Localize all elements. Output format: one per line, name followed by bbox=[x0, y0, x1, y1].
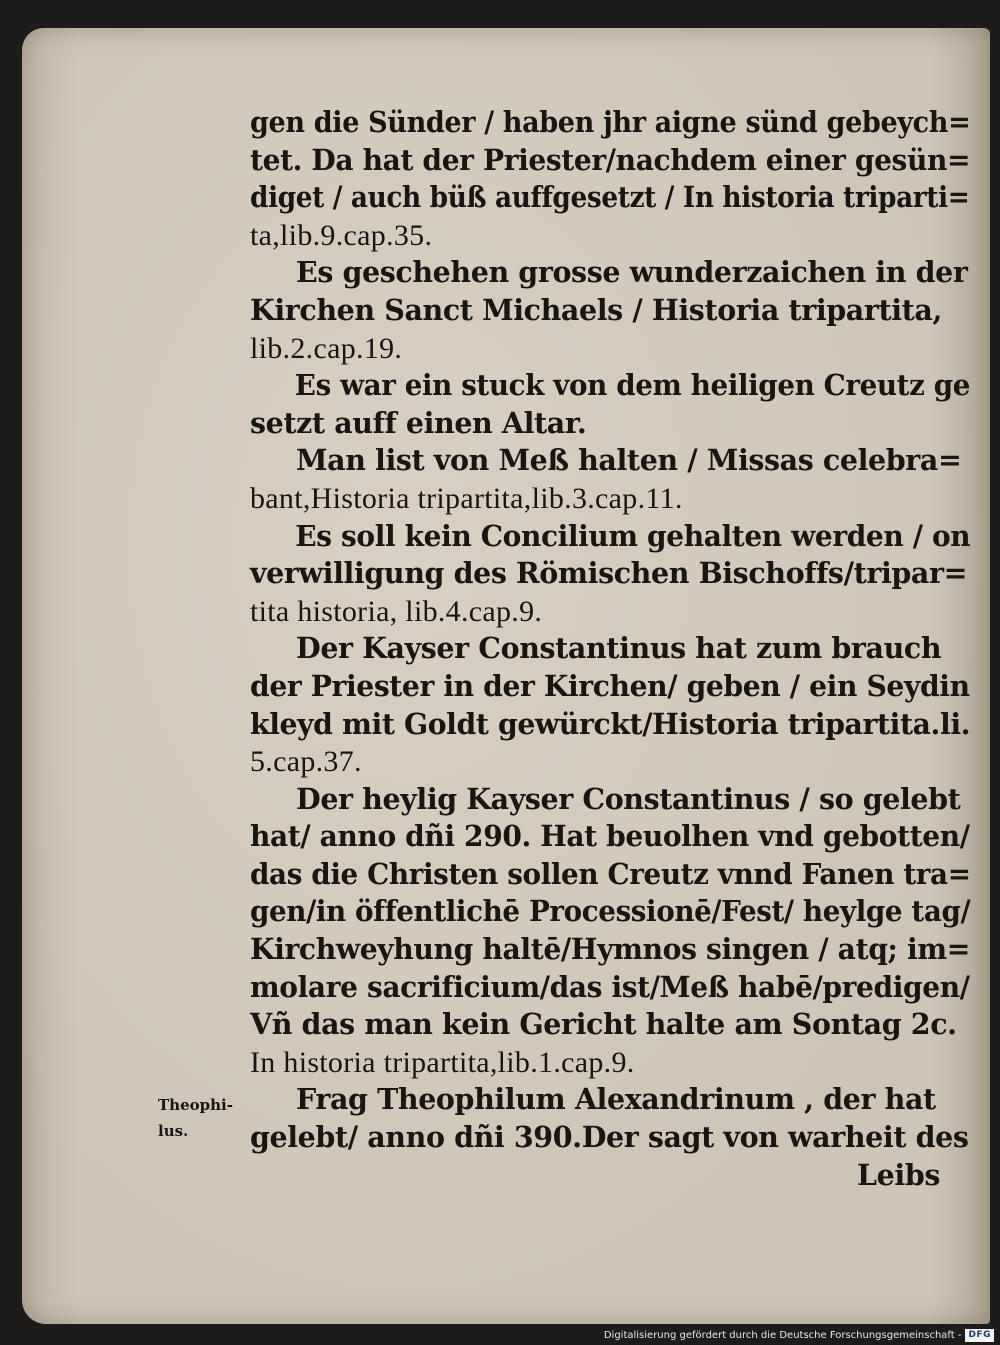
text-line: Kirchen Sanct Michaels / Historia tripartita, bbox=[250, 292, 943, 327]
digitization-footer bbox=[604, 1329, 994, 1342]
text-line: verwilligung des Römischen Bischoffs/tripar= bbox=[250, 556, 968, 591]
margin-note bbox=[158, 1092, 233, 1144]
catchword: Leibs bbox=[857, 1157, 940, 1192]
text-line: kleyd mit Goldt gewürckt/Historia tripartita.li. bbox=[250, 706, 971, 741]
text-line: Frag Theophilum Alexandrinum , der hat bbox=[296, 1082, 936, 1117]
text-line: der Priester in der Kirchen/ geben / ein Seydin bbox=[250, 668, 970, 703]
text-line: diget / auch büß auffgesetzt / In historia triparti= bbox=[250, 180, 970, 215]
text-line: Kirchweyhung haltē/Hymnos singen / atq; im= bbox=[250, 932, 971, 967]
text-line: Es war ein stuck von dem heiligen Creutz ge bbox=[294, 368, 971, 403]
text-line: gen die Sünder / haben jhr aigne sünd gebeych= bbox=[250, 105, 971, 139]
text-line: gen/in öffentlichē Processionē/Fest/ heylge tag/ bbox=[250, 894, 971, 929]
margin-note-line: Theophi- bbox=[158, 1096, 233, 1114]
text-line: Der heylig Kayser Constantinus / so gelebt bbox=[296, 781, 961, 816]
text-line: tita historia, lib.4.cap.9. bbox=[250, 594, 543, 628]
text-line: Man list von Meß halten / Missas celebra= bbox=[296, 443, 962, 478]
text-line: lib.2.cap.19. bbox=[250, 331, 403, 365]
page-body-text bbox=[250, 104, 970, 1194]
text-line: molare sacrificium/das ist/Meß habē/predigen/ bbox=[250, 969, 970, 1004]
footer-text: Digitalisierung gefördert durch die Deutsche Forschungsgemeinschaft - bbox=[603, 1330, 962, 1341]
text-line: Es soll kein Concilium gehalten werden / on bbox=[295, 518, 971, 553]
text-line: bant,Historia tripartita,lib.3.cap.11. bbox=[250, 481, 683, 515]
text-line: ta,lib.9.cap.35. bbox=[250, 218, 433, 252]
text-line: das die Christen sollen Creutz vnnd Fanen tra= bbox=[250, 856, 971, 891]
text-line: setzt auff einen Altar. bbox=[250, 405, 587, 440]
text-line: 5.cap.37. bbox=[250, 745, 362, 779]
margin-note-line: lus. bbox=[158, 1122, 189, 1140]
text-line: tet. Da hat der Priester/nachdem einer gesün= bbox=[250, 142, 971, 177]
text-line: Vñ das man kein Gericht halte am Sontag 2c. bbox=[250, 1007, 957, 1042]
text-line: Der Kayser Constantinus hat zum brauch bbox=[296, 631, 942, 666]
text-line: Es geschehen grosse wunderzaichen in der bbox=[296, 255, 968, 290]
text-line: In historia tripartita,lib.1.cap.9. bbox=[250, 1045, 635, 1079]
text-line: gelebt/ anno dñi 390.Der sagt von warheit des bbox=[250, 1120, 969, 1155]
dfg-logo-icon: DFG bbox=[965, 1329, 994, 1342]
text-line: hat/ anno dñi 290. Hat beuolhen vnd gebotten/ bbox=[250, 819, 970, 854]
